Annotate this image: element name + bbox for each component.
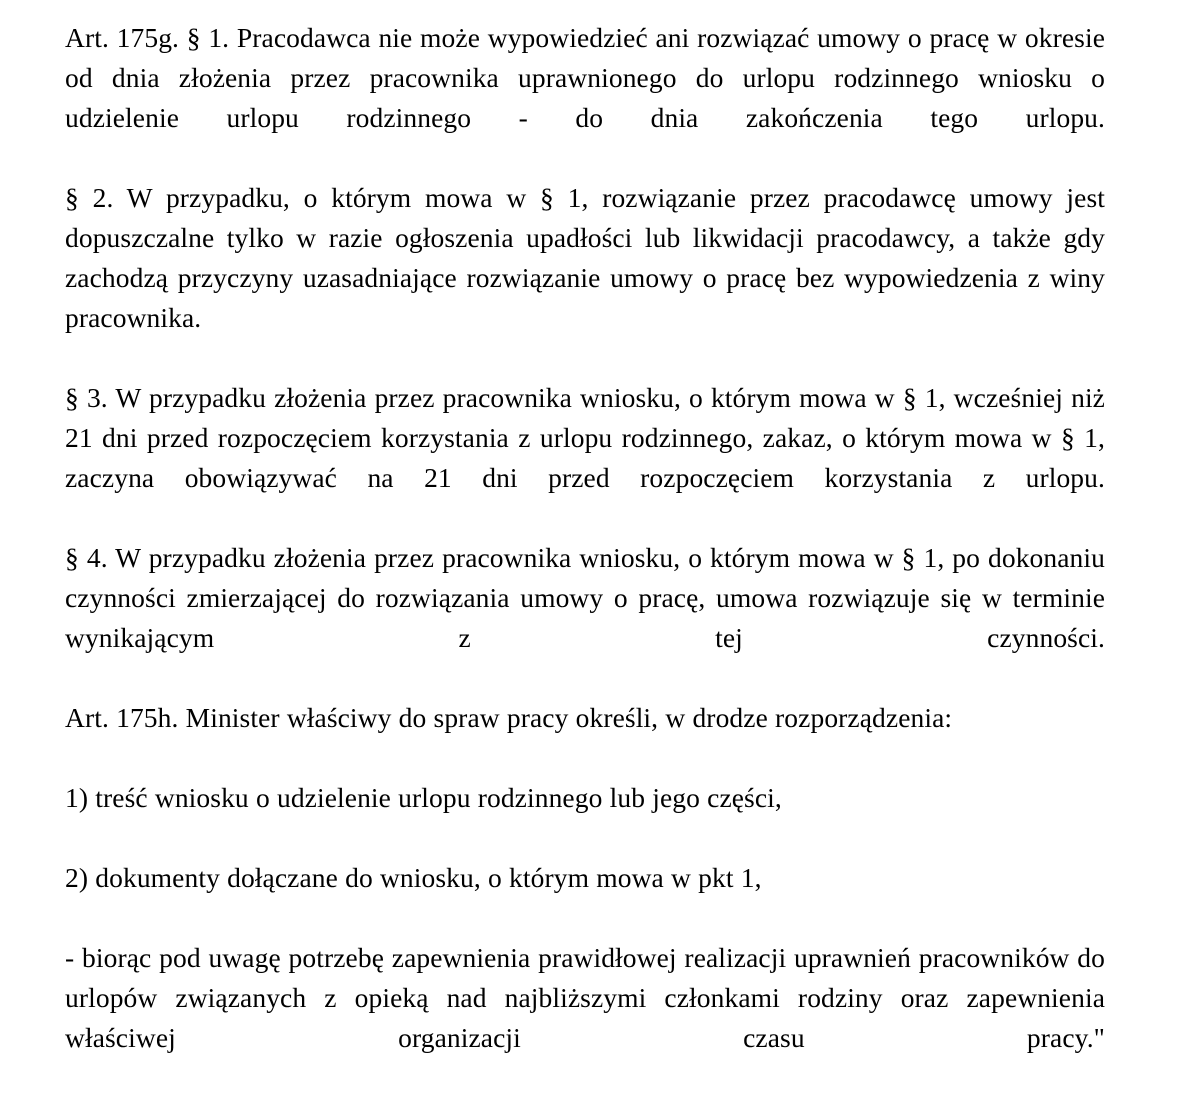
paragraph-art-175g-par-3: § 3. W przypadku złożenia przez pracownika wniosku, o którym mowa w § 1, wcześniej niż 21 dni przed rozpoczęciem korzystania z urlopu rodzinnego, zakaz, o którym mowa w § 1, zaczyna obowiązywać na 21 dni przed rozpoczęciem korzystania z urlopu. xyxy=(65,382,1105,493)
paragraph-art-175g-par-4: § 4. W przypadku złożenia przez pracownika wniosku, o którym mowa w § 1, po dokonaniu czynności zmierzającej do rozwiązania umowy o pracę, umowa rozwiązuje się w terminie wynikającym z tej czynności. xyxy=(65,542,1105,653)
paragraph-art-175h-intro: Art. 175h. Minister właściwy do spraw pracy określi, w drodze rozporządzenia: xyxy=(65,702,953,733)
paragraph-art-175g-par-1: Art. 175g. § 1. Pracodawca nie może wypowiedzieć ani rozwiązać umowy o pracę w okresie od dnia złożenia przez pracownika uprawnionego do urlopu rodzinnego wniosku o udzielenie urlopu rodzinnego - do dnia zakończenia tego urlopu. xyxy=(65,22,1105,133)
document-text-body xyxy=(65,18,1105,1098)
paragraph-art-175g-par-2: § 2. W przypadku, o którym mowa w § 1, rozwiązanie przez pracodawcę umowy jest dopuszczalne tylko w razie ogłoszenia upadłości lub likwidacji pracodawcy, a także gdy zachodzą przyczyny uzasadniające rozwiązanie umowy o pracę bez wypowiedzenia z winy pracownika. xyxy=(65,182,1105,333)
list-item-pkt-2: 2) dokumenty dołączane do wniosku, o którym mowa w pkt 1, xyxy=(65,862,762,893)
paragraph-art-175h-closing: - biorąc pod uwagę potrzebę zapewnienia prawidłowej realizacji uprawnień pracowników do urlopów związanych z opieką nad najbliższymi członkami rodziny oraz zapewnienia właściwej organizacji czasu pracy." xyxy=(65,942,1105,1053)
list-item-pkt-1: 1) treść wniosku o udzielenie urlopu rodzinnego lub jego części, xyxy=(65,782,782,813)
